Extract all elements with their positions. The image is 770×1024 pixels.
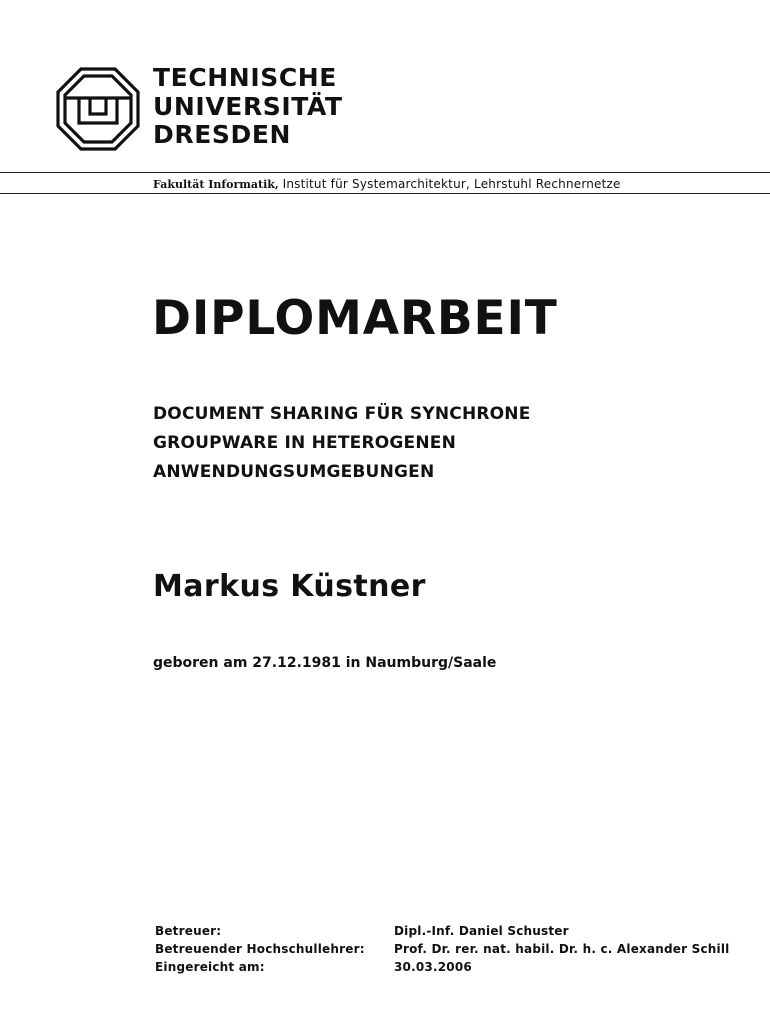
metadata-value: Prof. Dr. rer. nat. habil. Dr. h. c. Alexander Schill (394, 942, 730, 956)
thesis-metadata (155, 922, 730, 976)
university-name-line-2: UNIVERSITÄT (153, 91, 343, 121)
author-name: Markus Küstner (153, 569, 426, 604)
birth-info: geboren am 27.12.1981 in Naumburg/Saale (153, 655, 497, 671)
institute-name: Institut für Systemarchitektur, Lehrstuhl Rechnernetze (282, 177, 621, 191)
metadata-label: Betreuer: (155, 924, 222, 938)
thesis-title-line-3: ANWENDUNGSUMGEBUNGEN (153, 462, 435, 482)
metadata-label: Betreuender Hochschullehrer: (155, 942, 365, 956)
metadata-value: 30.03.2006 (394, 960, 472, 974)
document-type-heading: DIPLOMARBEIT (152, 291, 558, 346)
metadata-label: Eingereicht am: (155, 960, 265, 974)
university-name-line-1: TECHNISCHE (153, 63, 337, 92)
header-rule-top (0, 172, 770, 173)
faculty-name: Fakultät Informatik, (153, 178, 279, 191)
thesis-title-line-1: DOCUMENT SHARING FÜR SYNCHRONE (153, 404, 531, 424)
header-rule-bottom (0, 193, 770, 194)
affiliation-line (153, 176, 621, 193)
metadata-row-professor (155, 940, 730, 958)
university-name (153, 64, 343, 150)
metadata-row-submitted (155, 958, 730, 976)
thesis-title (153, 400, 531, 487)
metadata-value: Dipl.-Inf. Daniel Schuster (394, 924, 569, 938)
university-name-line-3: DRESDEN (153, 120, 292, 149)
university-logo-icon (56, 67, 140, 151)
thesis-title-line-2: GROUPWARE IN HETEROGENEN (153, 433, 457, 453)
metadata-row-supervisor (155, 922, 730, 940)
